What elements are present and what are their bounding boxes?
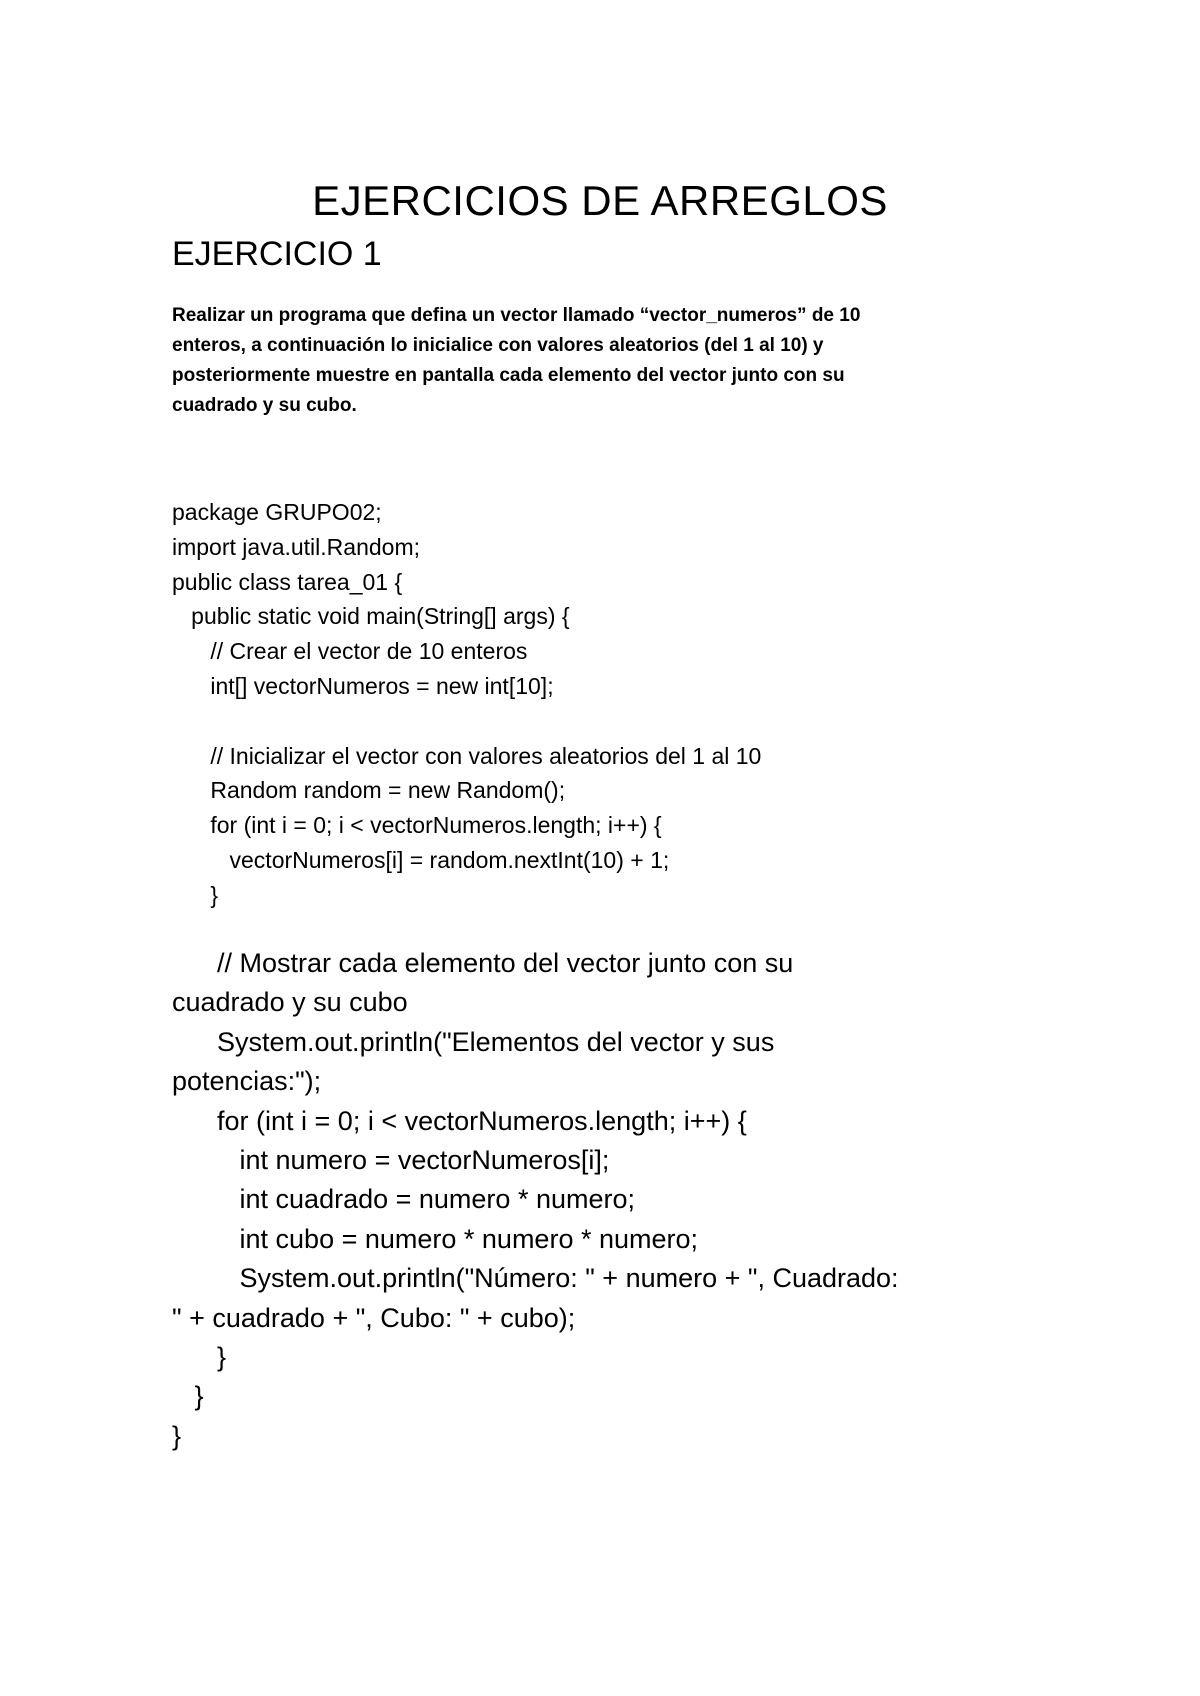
code-line: int numero = vectorNumeros[i]; [172, 1144, 610, 1175]
code-line: " + cuadrado + ", Cubo: " + cubo); [172, 1302, 576, 1333]
problem-statement [172, 301, 1032, 421]
code-line: for (int i = 0; i < vectorNumeros.length; i++) { [172, 812, 662, 839]
code-line: System.out.println("Elementos del vector y sus [172, 1026, 775, 1057]
code-comment: // Crear el vector de 10 enteros [172, 638, 528, 665]
page-title: EJERCICIOS DE ARREGLOS [312, 177, 888, 225]
code-line: Random random = new Random(); [172, 777, 566, 804]
code-block-output [172, 944, 899, 1456]
code-line: package GRUPO02; [172, 499, 382, 525]
code-line: } [172, 881, 219, 908]
code-line: System.out.println("Número: " + numero + ", Cuadrado: [172, 1263, 899, 1294]
code-line: } [172, 1381, 204, 1412]
code-line: potencias:"); [172, 1066, 322, 1097]
code-line: public static void main(String[] args) { [172, 603, 570, 630]
code-comment: // Mostrar cada elemento del vector junto con su [172, 948, 794, 978]
statement-line: enteros, a continuación lo inicialice con valores aleatorios (del 1 al 10) y [172, 335, 824, 356]
section-heading: EJERCICIO 1 [172, 235, 382, 273]
code-line: vectorNumeros[i] = random.nextInt(10) + 1; [172, 846, 670, 873]
code-block-initialization [172, 495, 761, 913]
code-comment: // Inicializar el vector con valores aleatorios del 1 al 10 [172, 742, 762, 769]
statement-line: cuadrado y su cubo. [172, 395, 357, 416]
statement-line: Realizar un programa que defina un vector llamado “vector_numeros” de 10 [172, 305, 861, 326]
code-line: int[] vectorNumeros = new int[10]; [172, 672, 554, 699]
code-line: public class tarea_01 { [172, 568, 403, 595]
statement-line: posteriormente muestre en pantalla cada elemento del vector junto con su [172, 365, 845, 386]
code-line: import java.util.Random; [172, 533, 420, 560]
code-line: for (int i = 0; i < vectorNumeros.length; i++) { [172, 1105, 747, 1136]
code-line: int cuadrado = numero * numero; [172, 1184, 635, 1215]
code-comment: cuadrado y su cubo [172, 987, 408, 1018]
code-line: int cubo = numero * numero * numero; [172, 1223, 699, 1254]
code-blank-line [172, 704, 761, 739]
code-line: } [172, 1420, 182, 1451]
code-line: } [172, 1341, 227, 1372]
